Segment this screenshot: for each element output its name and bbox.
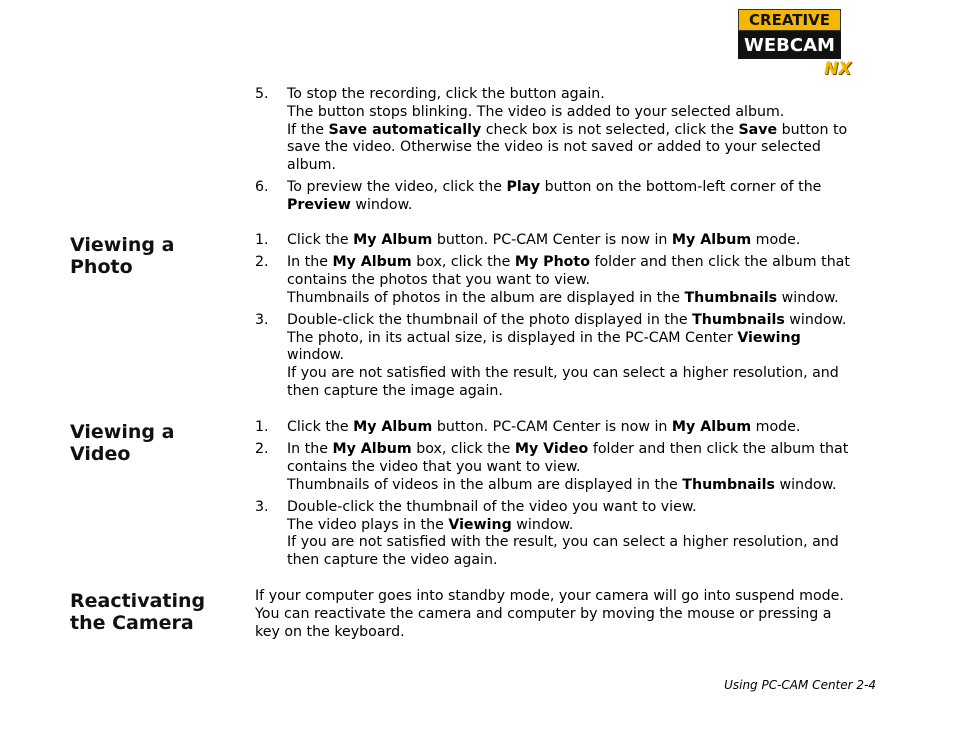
- list-item: [255, 499, 875, 570]
- bold-term: My Album: [671, 419, 752, 435]
- viewing-photo-steps-list: [255, 232, 875, 405]
- text-run: If you are not satisfied with the result, you can select a higher resolution, and: [287, 534, 839, 551]
- text-run: If the: [287, 121, 329, 138]
- reactivating-paragraph: [255, 588, 880, 641]
- list-item: [255, 86, 875, 175]
- paragraph-line: You can reactivate the camera and computer by moving the mouse or pressing a: [255, 605, 832, 622]
- step-number: 3.: [255, 311, 269, 328]
- text-run: The photo, in its actual size, is displayed in the PC-CAM Center: [287, 329, 738, 346]
- bold-term: My Album: [332, 254, 412, 271]
- text-run: contains the video that you want to view.: [287, 458, 581, 475]
- step-number: 2.: [255, 441, 269, 458]
- text-run: folder and then click the album that: [589, 254, 850, 271]
- logo-webcam-text: WEBCAM: [738, 31, 841, 59]
- text-run: box, click the: [411, 254, 515, 271]
- step-line: [287, 517, 875, 535]
- text-run: then capture the video again.: [287, 552, 498, 569]
- page-footer: Using PC-CAM Center 2-4: [724, 678, 876, 692]
- list-item: [255, 441, 875, 494]
- step-line: [287, 552, 875, 570]
- text-run: window.: [350, 197, 413, 214]
- step-line: [287, 499, 875, 517]
- logo-nx-text: NX: [824, 59, 852, 79]
- list-item: [255, 254, 875, 307]
- bold-term: Preview: [287, 197, 351, 214]
- step-line: [287, 179, 875, 197]
- bold-term: Thumbnails: [682, 476, 775, 493]
- heading-line: Viewing a: [70, 234, 175, 256]
- text-run: contains the photos that you want to view.: [287, 271, 591, 288]
- creative-webcam-nx-logo: [738, 9, 860, 81]
- recording-steps-list: [255, 86, 875, 219]
- step-line: [287, 232, 875, 250]
- text-run: folder and then click the album that: [588, 441, 849, 458]
- step-line: [287, 441, 875, 459]
- text-run: Double-click the thumbnail of the video you want to view.: [287, 498, 697, 515]
- text-run: The button stops blinking. The video is added to your selected album.: [287, 103, 785, 120]
- step-line: [287, 459, 875, 477]
- text-run: Double-click the thumbnail of the photo displayed in the: [287, 311, 693, 328]
- text-run: In the: [287, 254, 333, 271]
- text-run: button on the bottom-left corner of the: [540, 179, 822, 196]
- bold-term: My Album: [353, 232, 433, 248]
- bold-term: Viewing: [448, 516, 512, 533]
- step-line: [287, 290, 875, 308]
- text-run: then capture the image again.: [287, 382, 503, 399]
- step-number: 1.: [255, 232, 269, 248]
- text-run: button. PC-CAM Center is now in: [432, 419, 672, 435]
- text-run: Thumbnails of photos in the album are displayed in the: [287, 289, 685, 306]
- heading-line: the Camera: [70, 612, 194, 634]
- text-run: window.: [511, 516, 574, 533]
- heading-line: Video: [70, 443, 131, 465]
- text-run: box, click the: [411, 441, 515, 458]
- step-line: [287, 330, 875, 348]
- text-run: To stop the recording, click the button again.: [287, 86, 605, 102]
- step-line: [287, 272, 875, 290]
- bold-term: My Video: [514, 441, 589, 458]
- text-run: Click the: [287, 419, 354, 435]
- step-line: [287, 197, 875, 215]
- logo-creative-text: CREATIVE: [738, 9, 841, 31]
- bold-term: Save: [738, 121, 778, 138]
- text-run: In the: [287, 441, 333, 458]
- list-item: [255, 419, 875, 437]
- viewing-video-steps-list: [255, 419, 875, 574]
- step-line: [287, 534, 875, 552]
- text-run: album.: [287, 157, 336, 174]
- bold-term: Thumbnails: [692, 311, 785, 328]
- bold-term: My Album: [332, 441, 412, 458]
- list-item: [255, 179, 875, 215]
- step-number: 1.: [255, 419, 269, 435]
- text-run: save the video. Otherwise the video is not saved or added to your selected: [287, 139, 821, 156]
- list-item: [255, 312, 875, 401]
- text-run: window.: [784, 311, 847, 328]
- bold-term: My Photo: [514, 254, 590, 271]
- step-line: [287, 139, 875, 157]
- heading-reactivating-camera: [70, 590, 240, 634]
- step-line: [287, 312, 875, 330]
- step-line: [287, 254, 875, 272]
- paragraph-line: If your computer goes into standby mode, your camera will go into suspend mode.: [255, 588, 844, 604]
- heading-line: Viewing a: [70, 421, 175, 443]
- bold-term: Thumbnails: [684, 289, 778, 306]
- step-number: 6.: [255, 179, 269, 196]
- text-run: If you are not satisfied with the result, you can select a higher resolution, and: [287, 365, 839, 382]
- text-run: To preview the video, click the: [287, 179, 507, 196]
- bold-term: Save automatically: [328, 121, 482, 138]
- step-line: [287, 383, 875, 401]
- text-run: mode.: [751, 232, 801, 248]
- heading-line: Photo: [70, 256, 133, 278]
- text-run: check box is not selected, click the: [481, 121, 739, 138]
- step-line: [287, 157, 875, 175]
- text-run: The video plays in the: [287, 516, 449, 533]
- list-item: [255, 232, 875, 250]
- text-run: window.: [774, 476, 837, 493]
- step-line: [287, 419, 875, 437]
- paragraph-line: key on the keyboard.: [255, 623, 405, 640]
- text-run: mode.: [751, 419, 801, 435]
- heading-line: Reactivating: [70, 590, 206, 612]
- step-line: [287, 104, 875, 122]
- step-line: [287, 365, 875, 383]
- text-run: Thumbnails of videos in the album are displayed in the: [287, 476, 683, 493]
- step-line: [287, 347, 875, 365]
- bold-term: Viewing: [737, 329, 801, 346]
- step-line: [287, 122, 875, 140]
- text-run: button to: [777, 121, 848, 138]
- text-run: window.: [777, 289, 839, 306]
- step-number: 2.: [255, 254, 269, 271]
- step-number: 3.: [255, 498, 269, 515]
- text-run: Click the: [287, 232, 354, 248]
- text-run: window.: [287, 347, 345, 364]
- bold-term: My Album: [671, 232, 752, 248]
- heading-viewing-photo: [70, 234, 240, 278]
- heading-viewing-video: [70, 421, 240, 465]
- step-line: [287, 477, 875, 495]
- bold-term: Play: [506, 179, 541, 196]
- step-number: 5.: [255, 86, 269, 102]
- step-line: [287, 86, 875, 104]
- text-run: button. PC-CAM Center is now in: [432, 232, 672, 248]
- bold-term: My Album: [353, 419, 433, 435]
